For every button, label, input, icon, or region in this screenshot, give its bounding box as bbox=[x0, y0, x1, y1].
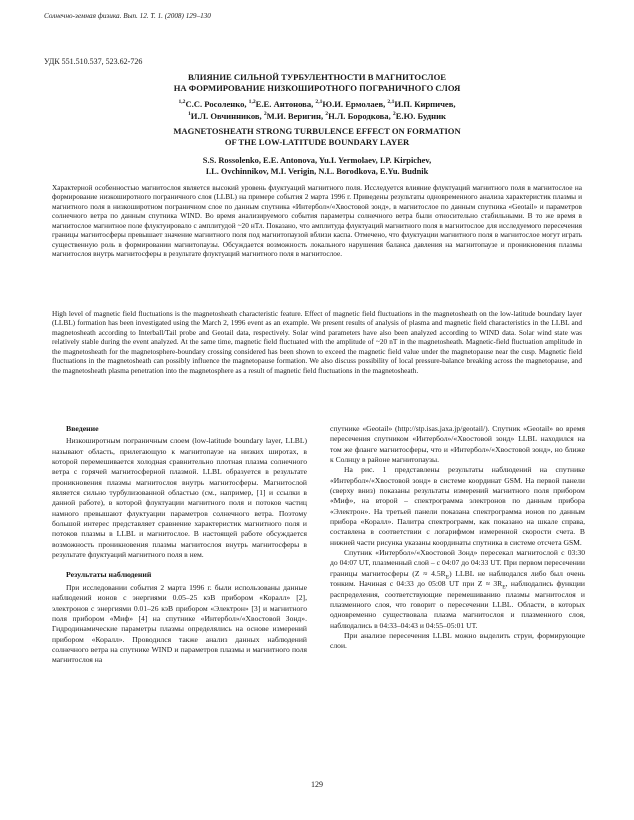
section-heading-introduction: Введение bbox=[66, 424, 99, 433]
paragraph bbox=[330, 548, 585, 631]
author-name: Е.Е. Антонова, bbox=[255, 99, 316, 109]
author-name: И.П. Кирпичев, bbox=[394, 99, 456, 109]
page-number: 129 bbox=[311, 780, 323, 789]
udk-code: УДК 551.510.537, 523.62-726 bbox=[44, 57, 143, 66]
journal-header: Солнечно-земная физика. Вып. 12. Т. 1. (2008) 129–130 bbox=[44, 12, 211, 20]
title-ru-line-1: ВЛИЯНИЕ СИЛЬНОЙ ТУРБУЛЕНТНОСТИ В МАГНИТОСЛОЕ bbox=[187, 72, 447, 82]
authors-ru-line-2 bbox=[0, 110, 634, 122]
affiliation-mark: 1 bbox=[188, 111, 191, 118]
paragraph: При исследовании события 2 марта 1996 г. были использованы данные наблюдений ионов с энергиями 0.05–25 кэВ прибором «Коралл» [2], электронов с энергиями 0.01–26 кэВ прибором «Электрон» [3] и магнитного поля прибором «Миф» [4] на спутнике «Интербол»/«Хвостовой Зонд». Гидродинамические параметры плазмы определялись на основе измерений прибором «Коралл». Проводился также анализ данных наблюдений солнечного ветра на спутнике WIND и параметров плазмы и магнитного поля магнитослоя на bbox=[52, 582, 307, 665]
title-en-line-1: MAGNETOSHEATH STRONG TURBULENCE EFFECT ON FORMATION bbox=[173, 126, 461, 136]
abstract-english: High level of magnetic field fluctuations is the magnetosheath characteristic feature. Effect of magnetic field fluctuations in the magnetosheath on the low-latitude boundary layer (LLBL) formation has been investigated using the March 2, 1996 event as an example. We present results of analysis of plasma and magnetic field characteristics in the LLBL and magnetosheath according to Interball/Tail probe and Geotail data, respectively. Solar wind parameters have also been analyzed according to WIND data. Solar wind state was relatively stable during the event analyzed. At the same time, magnetic field fluctuated with the amplitude of ~20 nT in the magnetosheath. Magnetic-field fluctuation amplitude in the magnetosheath for the magnetosphere-boundary crossing considered has been shown to exceed the magnetic field value under the magnetopause near the cusp. Magnetic field fluctuations in the magnetosheath can possibly influence the magnetopause formation. We also discuss possibility of local pressure-balance breaking across the magnetopause, and the magnetosheath plasma penetration into the magnetosphere as a result of magnetic field fluctuations in the magnetosheath. bbox=[52, 309, 582, 375]
affiliation-mark: 2,1 bbox=[315, 99, 323, 106]
authors-russian bbox=[0, 98, 634, 122]
right-column bbox=[330, 424, 585, 652]
title-ru-line-2: НА ФОРМИРОВАНИЕ НИЗКОШИРОТНОГО ПОГРАНИЧНОГО СЛОЯ bbox=[173, 83, 461, 93]
subscript: E bbox=[502, 584, 506, 591]
paragraph: Низкоширотным пограничным слоем (low-latitude boundary layer, LLBL) называют область, прилегающую к магнитопаузе на низких широтах, в которой перемешивается холодная сравнительно плотная плазма солнечного ветра с горячей магнитосферной плазмой. LLBL образуется в результате проникновения плазмы магнитослоя внутрь магнитосферы. Магнитослой является сильно турбулизованной областью (см., например, [1] и ссылки в данной работе), в которой флуктуации магнитного поля и потоков частиц намного превышают флуктуации параметров солнечного ветра. Поэтому большой интерес представляет сравнение характеристик магнитного поля и потоков плазмы в LLBL и магнитослое. В настоящей работе обсуждается возможность проникновения плазмы магнитослоя внутрь магнитосферы в результате флуктуаций магнитного поля в нем. bbox=[52, 436, 307, 560]
text-run: ) LLBL не наблюдался либо был очень тонким. Начиная с 04:33 до 05:08 UT при Z ≈ 3R bbox=[330, 568, 585, 589]
text-run: Спутник «Интербол»/«Хвостовой Зонд» пересекал магнитослой с 03:30 до 04:07 UT, плазменный слой – с 04:07 до 04:33 UT. При первом пересечении границы магнитосферы (Z ≈ 4.5R bbox=[330, 548, 585, 578]
title-english bbox=[0, 126, 634, 148]
author-name: И.Л. Овчинников, bbox=[190, 111, 264, 121]
affiliation-mark: 1,2 bbox=[248, 99, 256, 106]
abstract-russian: Характерной особенностью магнитослоя является высокий уровень флуктуаций магнитного поля. Исследуется влияние флуктуаций магнитного поля в магнитослое на формирование низкоширотного пограничного слоя (LLBL) на примере события 2 марта 1996 г. Приведены результаты одновременного анализа характеристик плазмы и магнитного поля в низкоширотном пограничном слое по данным спутника «Интербол»/«Хвостовой зонд», в магнитослое по данным спутника «Geotail» и параметров солнечного ветра по данным спутника WIND. Во время анализируемого события параметры солнечного ветра были относительно стабильными. В то же время в магнитослое магнитное поле флуктуировало с амплитудой ~20 нТл. Показано, что амплитуда флуктуаций магнитного поля в магнитослое для исследуемого пересечения границы магнитосферы превышает значение магнитного поля под магнитопаузой вблизи каспа. Отмечено, что флуктуации магнитного поля в магнитослое могут играть существенную роль в формировании магнитопаузы. Обсуждается возможность локального нарушения баланса давления на магнитопаузе и проникновения плазмы магнитослоя внутрь магнитосферы в результате флуктуаций магнитного поля в магнитослое. bbox=[52, 183, 582, 259]
paragraph: При анализе пересечения LLBL можно выделить струи, формирующие слои. bbox=[330, 630, 585, 651]
affiliation-mark: 2,1 bbox=[387, 99, 395, 106]
authors-english bbox=[0, 155, 634, 177]
paragraph: На рис. 1 представлены результаты наблюдений на спутнике «Интербол»/«Хвостовой зонд» в системе координат GSM. На первой панели (сверху вниз) показаны результаты измерений магнитного поля прибором «Миф», на второй – спектрограмма электронов по данным прибора «Электрон». На третьей панели показана спектрограмма ионов по данным прибора «Коралл». Палитра спектрограмм, как показано на шкале справа, составлена в соответствии с логарифмом измеренной скорости счета. В нижней части рисунка указаны координаты спутника в системе отсчета GSM. bbox=[330, 465, 585, 547]
affiliation-mark: 2 bbox=[392, 111, 396, 118]
authors-ru-line-1 bbox=[0, 98, 634, 110]
subscript: E bbox=[445, 574, 450, 581]
affiliation-mark: 2 bbox=[263, 111, 267, 118]
paragraph: спутнике «Geotail» (http://stp.isas.jaxa.jp/geotail/). Спутник «Geotail» во время пересечения спутником «Интербол»/«Хвостовой зонд» LLBL находился на том же фланге магнитосферы, что и «Интербол»/«Хвостовой зонд», но ближе к Солнцу в районе магнитопаузы. bbox=[330, 424, 585, 465]
affiliation-mark: 1,2 bbox=[178, 99, 186, 106]
authors-en-line-2: I.L. Ovchinnikov, M.I. Verigin, N.L. Borodkova, E.Yu. Budnik bbox=[205, 167, 429, 176]
text-run: , наблюдались функции распределения, соответствующие перемешиванию плазмы магнитослоя и плазменного слоя, что говорит о пересечении LLBL. Области, в которых одновременно существовала плазма магнитослоя и плазменного слоя, наблюдались в 04:33–04:43 и 04:55–05:01 UT. bbox=[330, 579, 585, 630]
author-name: С.С. Росоленко, bbox=[185, 99, 249, 109]
author-name: Е.Ю. Будник bbox=[395, 111, 446, 121]
title-en-line-2: OF THE LOW-LATITUDE BOUNDARY LAYER bbox=[224, 137, 410, 147]
affiliation-mark: 2 bbox=[325, 111, 329, 118]
author-name: М.И. Веригин, bbox=[266, 111, 326, 121]
authors-en-line-1: S.S. Rossolenko, E.E. Antonova, Yu.I. Yermolaev, I.P. Kirpichev, bbox=[202, 156, 432, 165]
left-column bbox=[52, 424, 307, 666]
author-name: Н.Л. Бородкова, bbox=[328, 111, 393, 121]
author-name: Ю.И. Ермолаев, bbox=[322, 99, 388, 109]
title-russian bbox=[0, 72, 634, 94]
section-heading-results: Результаты наблюдений bbox=[66, 570, 152, 580]
